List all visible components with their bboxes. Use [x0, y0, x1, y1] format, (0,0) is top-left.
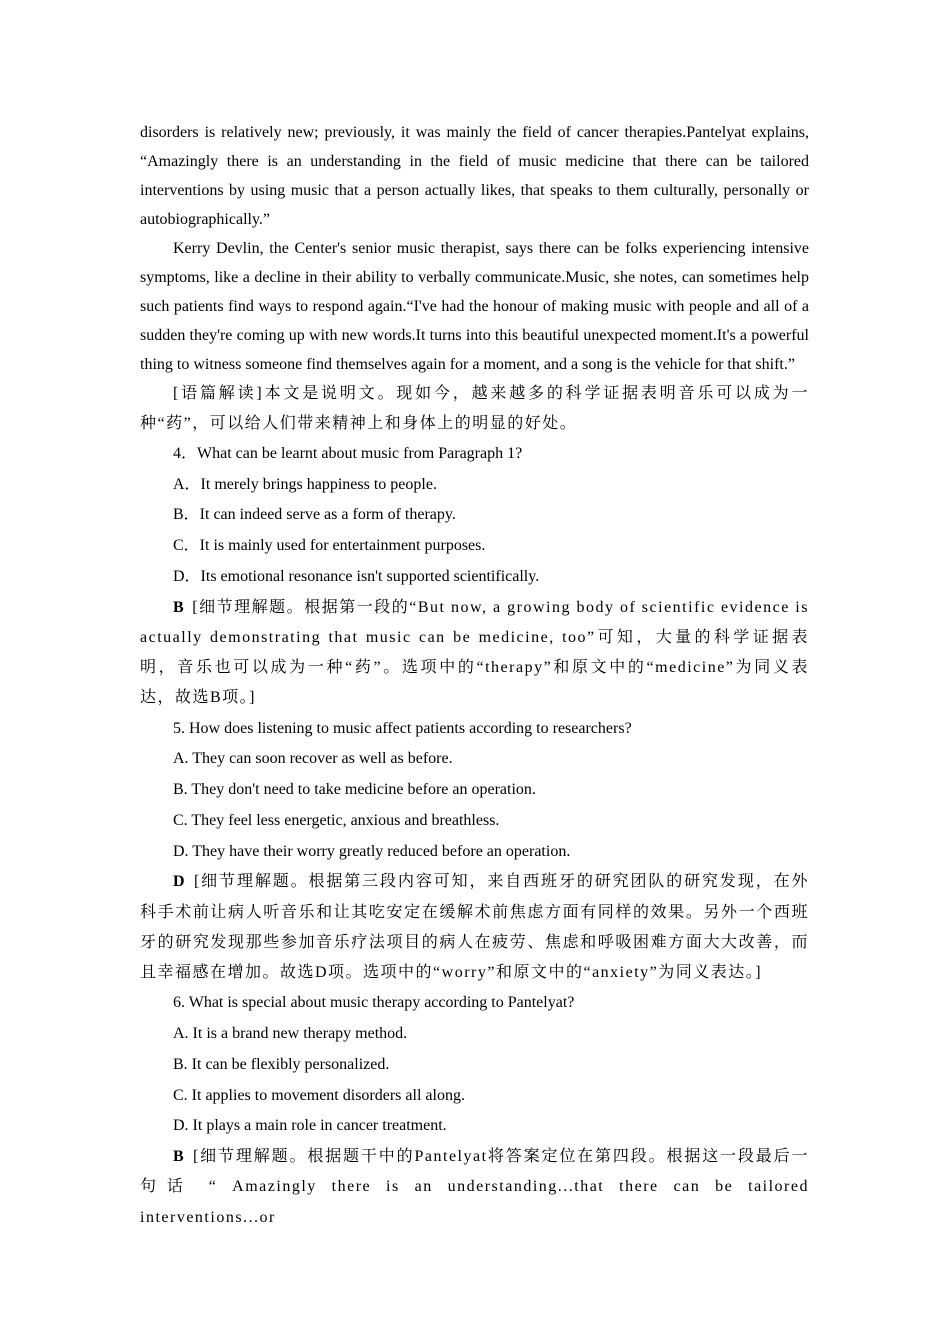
document-page — [140, 118, 809, 1233]
option-b: B. They don't need to take medicine before an operation. — [173, 781, 536, 799]
passage-paragraph-2: Kerry Devlin, the Center's senior music therapist, says there can be folks experiencing intensive symptoms, like a decline in their ability to verbally communicate.Music, she notes, can sometimes help such patients find ways to respond again.“I've had the honour of making music with people and all of a sudden they're coming up with new words.It turns into this beautiful unexpected moment.It's a powerful thing to witness someone find themselves again for a moment, and a song is the vehicle for that shift.” — [140, 240, 809, 373]
option-b: B．It can indeed serve as a form of therapy. — [173, 506, 456, 524]
option-c: C. It applies to movement disorders all along. — [173, 1086, 465, 1104]
answer-letter: B — [173, 1147, 184, 1165]
summary-label: [语篇解读] — [173, 385, 264, 402]
option-d: D. It plays a main role in cancer treatment. — [173, 1117, 447, 1135]
passage-paragraph-1: disorders is relatively new; previously, it was mainly the field of cancer therapies.Pantelyat explains, “Amazingly there is an understanding in the field of music medicine that there can be tailored interventions by using music that a person actually likes, that speaks to them culturally, personally or autobiographically.” — [140, 124, 809, 228]
answer-letter: D — [173, 873, 185, 891]
question-stem: 6. What is special about music therapy according to Pantelyat? — [173, 994, 575, 1012]
explanation-text: [细节理解题。根据题干中的Pantelyat将答案定位在第四段。根据这一段最后一句话 “ Amazingly there is an understanding...that there can be tailored interventions...or — [140, 1147, 809, 1226]
question-6 — [140, 988, 809, 1232]
option-a: A. It is a brand new therapy method. — [173, 1025, 408, 1043]
explanation-text: [细节理解题。根据第一段的“But now, a growing body of scientific evidence is actually demonstrating that music can be medicine, too”可知，大量的科学证据表明，音乐也可以成为一种“药”。选项中的“therapy”和原文中的“medicine”为同义表达，故选B项。] — [140, 598, 809, 707]
question-5 — [140, 714, 809, 989]
explanation-text: [细节理解题。根据第三段内容可知，来自西班牙的研究团队的研究发现，在外科手术前让病人听音乐和让其吃安定在缓解术前焦虑方面有同样的效果。另外一个西班牙的研究发现那些参加音乐疗法项目的病人在疲劳、焦虑和呼吸困难方面大大改善，而且幸福感在增加。故选D项。选项中的“worry”和原文中的“anxiety”为同义表达。] — [140, 873, 809, 982]
answer-letter: B — [173, 598, 184, 616]
option-c: C. They feel less energetic, anxious and breathless. — [173, 811, 500, 829]
option-d: D．Its emotional resonance isn't supported scientifically. — [173, 567, 540, 585]
option-a: A. They can soon recover as well as before. — [173, 750, 453, 768]
question-4 — [140, 439, 809, 714]
answer-explanation — [140, 867, 809, 988]
answer-explanation — [140, 1142, 809, 1233]
passage-summary — [140, 379, 809, 439]
option-c: C．It is mainly used for entertainment purposes. — [173, 537, 486, 555]
option-b: B. It can be flexibly personalized. — [173, 1055, 390, 1073]
option-a: A．It merely brings happiness to people. — [173, 475, 437, 493]
question-stem: 4．What can be learnt about music from Paragraph 1? — [173, 445, 523, 462]
answer-explanation — [140, 593, 809, 714]
question-stem: 5. How does listening to music affect patients according to researchers? — [173, 719, 632, 737]
option-d: D. They have their worry greatly reduced before an operation. — [173, 842, 571, 860]
summary-text: 本文是说明文。现如今，越来越多的科学证据表明音乐可以成为一种“药”，可以给人们带来精神上和身体上的明显的好处。 — [140, 385, 809, 432]
